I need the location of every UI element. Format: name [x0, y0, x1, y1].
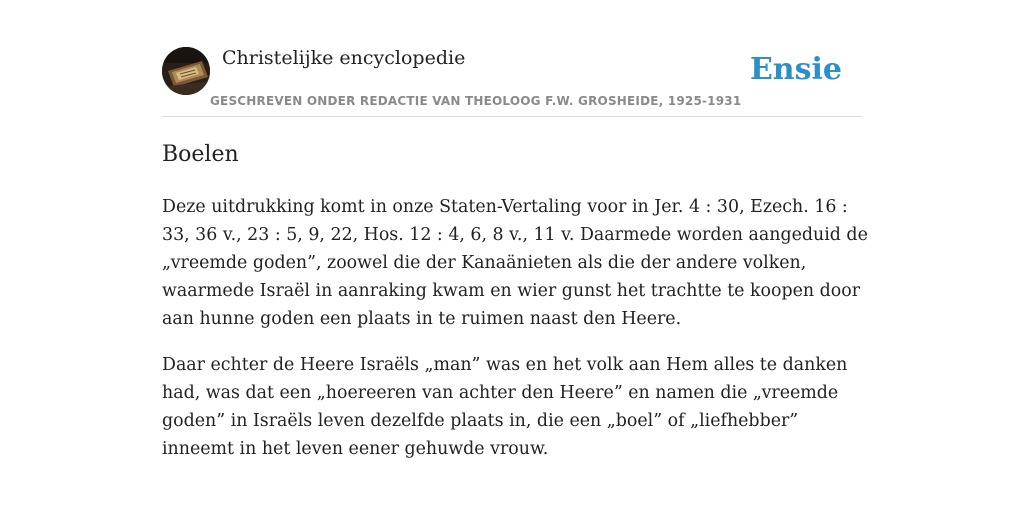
source-title[interactable]: Christelijke encyclopedie — [222, 47, 466, 69]
source-header — [162, 46, 862, 117]
ensie-logo-link[interactable]: Ensie — [749, 52, 842, 87]
source-subtitle: GESCHREVEN ONDER REDACTIE VAN THEOLOOG F.W. GROSHEIDE, 1925-1931 — [210, 94, 742, 108]
book-thumbnail-icon — [162, 47, 210, 95]
article-paragraph: Deze uitdrukking komt in onze Staten-Vertaling voor in Jer. 4 : 30, Ezech. 16 : 33, 36 v., 23 : 5, 9, 22, Hos. 12 : 4, 6, 8 v., 11 v. Daarmede worden aangeduid de „vreemde goden”, zoowel die der Kanaänieten als die der andere volken, waarmede Israël in aanraking kwam en wier gunst het trachtte te koopen door aan hunne goden een plaats in te ruimen naast den Heere. — [162, 197, 868, 329]
article-paragraph: Daar echter de Heere Israëls „man” was en het volk aan Hem alles te danken had, was dat een „hoereeren van achter den Heere” en namen die „vreemde goden” in Israëls leven dezelfde plaats in, die een „boel” of „liefhebber” inneemt in het leven eener gehuwde vrouw. — [162, 355, 848, 459]
article-body — [162, 193, 872, 481]
article-title: Boelen — [162, 142, 239, 167]
source-avatar[interactable] — [162, 47, 210, 95]
